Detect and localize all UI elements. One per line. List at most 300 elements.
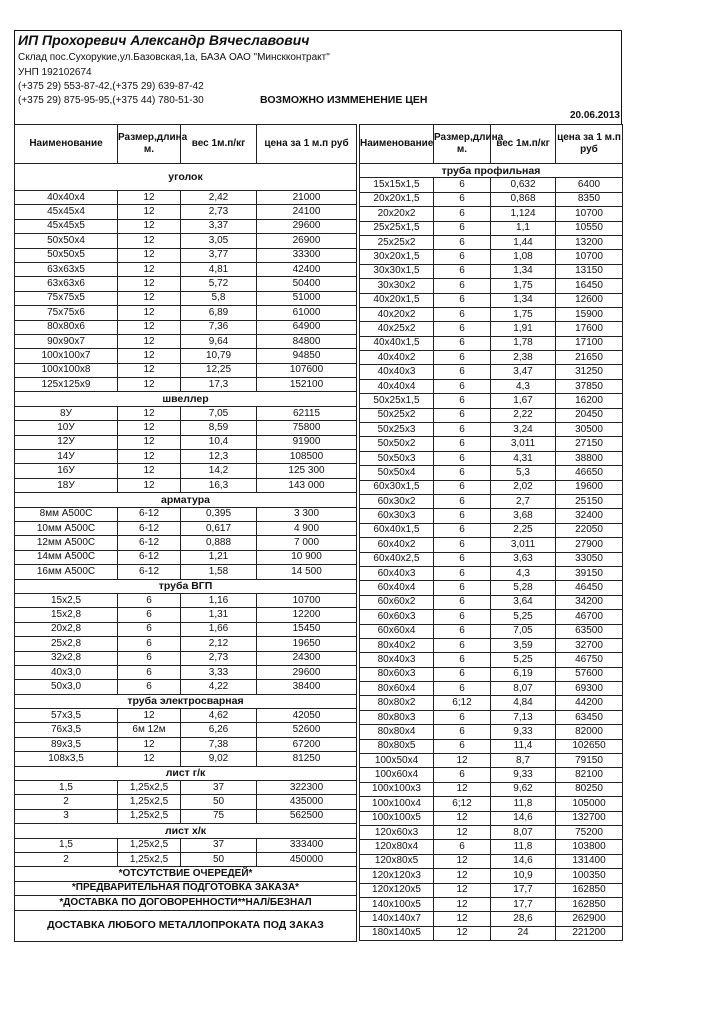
price-cell: 435000	[257, 795, 357, 809]
name-cell: 120x120x3	[360, 869, 434, 883]
table-row	[360, 782, 623, 796]
name-cell: 57x3,5	[15, 709, 118, 723]
weight-cell: 11,8	[491, 840, 556, 854]
length-cell: 6	[434, 552, 491, 566]
weight-cell: 9,64	[181, 334, 257, 348]
column-header: Размер,длина м.	[118, 125, 181, 164]
length-cell: 12	[118, 334, 181, 348]
table-row	[15, 277, 357, 291]
price-cell: 19600	[556, 480, 623, 494]
price-cell: 32700	[556, 638, 623, 652]
length-cell: 6	[434, 307, 491, 321]
name-cell: 50x50x5	[15, 248, 118, 262]
length-cell: 12	[118, 306, 181, 320]
weight-cell: 28,6	[491, 912, 556, 926]
length-cell: 6	[434, 250, 491, 264]
weight-cell: 7,36	[181, 320, 257, 334]
table-row	[15, 752, 357, 766]
table-row	[15, 507, 357, 521]
name-cell: 50x25x1,5	[360, 394, 434, 408]
weight-cell: 12,25	[181, 363, 257, 377]
price-cell: 52600	[257, 723, 357, 737]
name-cell: 50x50x2	[360, 437, 434, 451]
name-cell: 100x100x5	[360, 811, 434, 825]
name-cell: 75x75x6	[15, 306, 118, 320]
weight-cell: 24	[491, 926, 556, 940]
name-cell: 32x2,8	[15, 651, 118, 665]
weight-cell: 1,67	[491, 394, 556, 408]
name-cell: 100x100x8	[15, 363, 118, 377]
weight-cell: 10,79	[181, 349, 257, 363]
weight-cell: 6,19	[491, 667, 556, 681]
length-cell: 6м 12м	[118, 723, 181, 737]
name-cell: 100x100x4	[360, 797, 434, 811]
table-row	[360, 509, 623, 523]
length-cell: 6-12	[118, 507, 181, 521]
name-cell: 100x100x3	[360, 782, 434, 796]
length-cell: 6	[434, 768, 491, 782]
table-row	[360, 221, 623, 235]
price-cell: 450000	[257, 852, 357, 866]
weight-cell: 17,7	[491, 897, 556, 911]
table-row	[360, 494, 623, 508]
warehouse-address: Склад пос.Сухорукие,ул.Базовская,1а, БАЗА ОАО "Минскконтракт"	[18, 52, 330, 63]
length-cell: 12	[118, 363, 181, 377]
length-cell: 12	[118, 277, 181, 291]
table-row	[360, 351, 623, 365]
table-row	[360, 566, 623, 580]
length-cell: 12	[118, 291, 181, 305]
weight-cell: 3,24	[491, 423, 556, 437]
name-cell: 20x20x1,5	[360, 192, 434, 206]
price-cell: 31250	[556, 365, 623, 379]
table-row	[15, 450, 357, 464]
length-cell: 6-12	[118, 536, 181, 550]
price-cell: 46650	[556, 466, 623, 480]
table-row	[15, 521, 357, 535]
length-cell: 12	[118, 421, 181, 435]
name-cell: 60x30x1,5	[360, 480, 434, 494]
price-cell: 8350	[556, 192, 623, 206]
table-row	[360, 696, 623, 710]
table-row	[15, 723, 357, 737]
length-cell: 6	[434, 379, 491, 393]
length-cell: 6-12	[118, 550, 181, 564]
name-cell: 100x50x4	[360, 754, 434, 768]
price-cell: 57600	[556, 667, 623, 681]
weight-cell: 9,33	[491, 768, 556, 782]
price-cell: 17100	[556, 336, 623, 350]
length-cell: 6	[434, 192, 491, 206]
table-row	[15, 651, 357, 665]
table-header-row	[15, 125, 357, 164]
table-row	[360, 250, 623, 264]
length-cell: 12	[434, 825, 491, 839]
weight-cell: 1,66	[181, 622, 257, 636]
price-cell: 10 900	[257, 550, 357, 564]
weight-cell: 7,13	[491, 710, 556, 724]
table-row	[15, 421, 357, 435]
left-price-table	[14, 124, 357, 942]
weight-cell: 2,73	[181, 651, 257, 665]
table-row	[360, 307, 623, 321]
name-cell: 63x63x6	[15, 277, 118, 291]
weight-cell: 5,3	[491, 466, 556, 480]
weight-cell: 6,26	[181, 723, 257, 737]
name-cell: 2	[15, 852, 118, 866]
table-row	[360, 437, 623, 451]
price-cell: 24300	[257, 651, 357, 665]
name-cell: 120x80x5	[360, 854, 434, 868]
table-row	[360, 451, 623, 465]
price-cell: 22050	[556, 523, 623, 537]
name-cell: 40x20x1,5	[360, 293, 434, 307]
length-cell: 6	[434, 322, 491, 336]
weight-cell: 2,42	[181, 191, 257, 205]
length-cell: 6	[434, 451, 491, 465]
table-row	[15, 478, 357, 492]
name-cell: 80x60x4	[360, 682, 434, 696]
weight-cell: 0,632	[491, 178, 556, 192]
price-cell: 132700	[556, 811, 623, 825]
name-cell: 90x90x7	[15, 334, 118, 348]
price-change-notice: ВОЗМОЖНО ИЗММЕНЕНИЕ ЦЕН	[260, 94, 428, 106]
table-row	[360, 638, 623, 652]
table-row	[360, 825, 623, 839]
weight-cell: 9,62	[491, 782, 556, 796]
name-cell: 125x125x9	[15, 378, 118, 392]
table-row	[360, 322, 623, 336]
price-cell: 42050	[257, 709, 357, 723]
table-row	[15, 680, 357, 694]
name-cell: 14мм А500С	[15, 550, 118, 564]
price-cell: 26900	[257, 234, 357, 248]
price-cell: 262900	[556, 912, 623, 926]
length-cell: 6	[434, 494, 491, 508]
weight-cell: 0,617	[181, 521, 257, 535]
weight-cell: 5,72	[181, 277, 257, 291]
length-cell: 6	[434, 710, 491, 724]
name-cell: 140x140x7	[360, 912, 434, 926]
name-cell: 180x140x5	[360, 926, 434, 940]
table-row	[15, 622, 357, 636]
table-row	[360, 897, 623, 911]
name-cell: 80x80x6	[15, 320, 118, 334]
weight-cell: 14,2	[181, 464, 257, 478]
name-cell: 75x75x5	[15, 291, 118, 305]
weight-cell: 2,7	[491, 494, 556, 508]
weight-cell: 7,05	[491, 624, 556, 638]
name-cell: 60x40x2	[360, 538, 434, 552]
name-cell: 50x25x2	[360, 408, 434, 422]
table-row	[360, 811, 623, 825]
length-cell: 6	[434, 293, 491, 307]
table-row	[15, 781, 357, 795]
name-cell: 16мм А500С	[15, 565, 118, 579]
name-cell: 120x120x5	[360, 883, 434, 897]
length-cell: 1,25x2,5	[118, 809, 181, 823]
length-cell: 12	[434, 811, 491, 825]
section-title: труба электросварная	[15, 694, 357, 708]
note-row	[15, 896, 357, 910]
name-cell: 60x60x2	[360, 595, 434, 609]
length-cell: 6	[434, 408, 491, 422]
name-cell: 1,5	[15, 838, 118, 852]
name-cell: 45x45x4	[15, 205, 118, 219]
length-cell: 6	[118, 637, 181, 651]
price-cell: 21000	[257, 191, 357, 205]
name-cell: 50x50x3	[360, 451, 434, 465]
name-cell: 140x100x5	[360, 897, 434, 911]
table-row	[15, 378, 357, 392]
table-row	[360, 653, 623, 667]
column-header: Наименование	[15, 125, 118, 164]
length-cell: 6	[434, 595, 491, 609]
length-cell: 6	[118, 665, 181, 679]
name-cell: 3	[15, 809, 118, 823]
length-cell: 6	[434, 178, 491, 192]
length-cell: 6	[434, 667, 491, 681]
table-row	[360, 768, 623, 782]
weight-cell: 1,78	[491, 336, 556, 350]
table-row	[15, 191, 357, 205]
name-cell: 100x100x7	[15, 349, 118, 363]
weight-cell: 4,62	[181, 709, 257, 723]
price-cell: 91900	[257, 435, 357, 449]
table-row	[360, 279, 623, 293]
name-cell: 40x40x4	[360, 379, 434, 393]
price-cell: 221200	[556, 926, 623, 940]
section-row	[15, 579, 357, 593]
table-row	[15, 349, 357, 363]
name-cell: 60x60x3	[360, 610, 434, 624]
phones-line-2: (+375 29) 875-95-95,(+375 44) 780-51-30	[18, 95, 204, 106]
table-row	[360, 624, 623, 638]
name-cell: 80x80x4	[360, 725, 434, 739]
weight-cell: 50	[181, 795, 257, 809]
weight-cell: 37	[181, 781, 257, 795]
price-cell: 94850	[257, 349, 357, 363]
table-row	[15, 795, 357, 809]
table-row	[360, 523, 623, 537]
price-cell: 322300	[257, 781, 357, 795]
table-row	[360, 710, 623, 724]
price-cell: 44200	[556, 696, 623, 710]
name-cell: 30x30x1,5	[360, 264, 434, 278]
price-cell: 4 900	[257, 521, 357, 535]
name-cell: 60x40x4	[360, 581, 434, 595]
length-cell: 12	[118, 262, 181, 276]
table-row	[360, 854, 623, 868]
length-cell: 12	[118, 435, 181, 449]
weight-cell: 8,59	[181, 421, 257, 435]
section-title: труба профильная	[360, 164, 623, 178]
price-cell: 27150	[556, 437, 623, 451]
table-row	[15, 291, 357, 305]
length-cell: 6	[118, 622, 181, 636]
length-cell: 6-12	[118, 521, 181, 535]
table-row	[360, 610, 623, 624]
price-cell: 82000	[556, 725, 623, 739]
weight-cell: 1,08	[491, 250, 556, 264]
weight-cell: 11,4	[491, 739, 556, 753]
price-cell: 10700	[257, 593, 357, 607]
length-cell: 6	[434, 336, 491, 350]
price-cell: 10550	[556, 221, 623, 235]
section-row	[15, 694, 357, 708]
column-header: цена за 1 м.п руб	[257, 125, 357, 164]
name-cell: 12мм А500С	[15, 536, 118, 550]
price-cell: 152100	[257, 378, 357, 392]
price-cell: 33300	[257, 248, 357, 262]
price-cell: 63500	[556, 624, 623, 638]
weight-cell: 3,05	[181, 234, 257, 248]
table-row	[15, 306, 357, 320]
table-row	[15, 262, 357, 276]
length-cell: 6	[434, 394, 491, 408]
section-title: швеллер	[15, 392, 357, 406]
price-cell: 33050	[556, 552, 623, 566]
weight-cell: 9,02	[181, 752, 257, 766]
name-cell: 60x60x4	[360, 624, 434, 638]
table-row	[360, 840, 623, 854]
price-cell: 64900	[257, 320, 357, 334]
name-cell: 2	[15, 795, 118, 809]
weight-cell: 2,12	[181, 637, 257, 651]
price-cell: 32400	[556, 509, 623, 523]
length-cell: 6-12	[118, 565, 181, 579]
length-cell: 6	[434, 840, 491, 854]
column-header: вес 1м.п/кг	[491, 125, 556, 164]
name-cell: 50x50x4	[15, 234, 118, 248]
note-text: *ОТСУТСТВИЕ ОЧЕРЕДЕЙ*	[15, 867, 357, 881]
table-row	[360, 365, 623, 379]
note-row	[15, 910, 357, 941]
table-row	[15, 838, 357, 852]
name-cell: 40x40x1,5	[360, 336, 434, 350]
weight-cell: 4,3	[491, 566, 556, 580]
section-title: труба ВГП	[15, 579, 357, 593]
length-cell: 6	[434, 207, 491, 221]
table-row	[360, 408, 623, 422]
weight-cell: 11,8	[491, 797, 556, 811]
section-row	[15, 164, 357, 191]
name-cell: 80x80x5	[360, 739, 434, 753]
weight-cell: 17,7	[491, 883, 556, 897]
column-header: цена за 1 м.п руб	[556, 125, 623, 164]
weight-cell: 3,011	[491, 538, 556, 552]
weight-cell: 1,21	[181, 550, 257, 564]
price-cell: 30500	[556, 423, 623, 437]
price-cell: 37850	[556, 379, 623, 393]
name-cell: 60x40x1,5	[360, 523, 434, 537]
table-row	[15, 363, 357, 377]
name-cell: 25x25x2	[360, 235, 434, 249]
price-cell: 39150	[556, 566, 623, 580]
name-cell: 120x80x4	[360, 840, 434, 854]
table-row	[360, 739, 623, 753]
length-cell: 12	[118, 248, 181, 262]
length-cell: 12	[434, 897, 491, 911]
length-cell: 12	[118, 320, 181, 334]
name-cell: 76x3,5	[15, 723, 118, 737]
weight-cell: 4,84	[491, 696, 556, 710]
length-cell: 6	[434, 235, 491, 249]
length-cell: 6	[118, 680, 181, 694]
section-row	[15, 766, 357, 780]
price-cell: 15450	[257, 622, 357, 636]
table-row	[15, 565, 357, 579]
price-cell: 19650	[257, 637, 357, 651]
section-title: уголок	[15, 164, 357, 191]
price-cell: 46450	[556, 581, 623, 595]
table-row	[360, 480, 623, 494]
length-cell: 12	[118, 349, 181, 363]
weight-cell: 12,3	[181, 450, 257, 464]
weight-cell: 0,868	[491, 192, 556, 206]
weight-cell: 2,22	[491, 408, 556, 422]
name-cell: 25x25x1,5	[360, 221, 434, 235]
name-cell: 60x40x3	[360, 566, 434, 580]
name-cell: 80x40x2	[360, 638, 434, 652]
section-row	[15, 824, 357, 838]
weight-cell: 1,124	[491, 207, 556, 221]
weight-cell: 3,59	[491, 638, 556, 652]
length-cell: 6	[434, 566, 491, 580]
table-row	[360, 207, 623, 221]
price-cell: 102650	[556, 739, 623, 753]
length-cell: 12	[118, 191, 181, 205]
section-title: арматура	[15, 493, 357, 507]
price-cell: 63450	[556, 710, 623, 724]
length-cell: 12	[434, 926, 491, 940]
section-title: лист г/к	[15, 766, 357, 780]
weight-cell: 2,25	[491, 523, 556, 537]
table-row	[360, 754, 623, 768]
name-cell: 120x60x3	[360, 825, 434, 839]
table-row	[15, 608, 357, 622]
length-cell: 12	[434, 869, 491, 883]
weight-cell: 2,38	[491, 351, 556, 365]
table-row	[15, 435, 357, 449]
price-cell: 81250	[257, 752, 357, 766]
length-cell: 6	[118, 608, 181, 622]
table-row	[15, 464, 357, 478]
length-cell: 12	[434, 782, 491, 796]
weight-cell: 10,4	[181, 435, 257, 449]
length-cell: 12	[434, 854, 491, 868]
table-row	[360, 264, 623, 278]
length-cell: 12	[118, 205, 181, 219]
price-cell: 46700	[556, 610, 623, 624]
length-cell: 6	[434, 423, 491, 437]
note-row	[15, 867, 357, 881]
table-row	[15, 637, 357, 651]
table-row	[360, 293, 623, 307]
price-cell: 51000	[257, 291, 357, 305]
name-cell: 108x3,5	[15, 752, 118, 766]
length-cell: 6	[434, 466, 491, 480]
table-row	[15, 536, 357, 550]
table-row	[360, 379, 623, 393]
name-cell: 30x30x2	[360, 279, 434, 293]
name-cell: 80x80x2	[360, 696, 434, 710]
price-cell: 100350	[556, 869, 623, 883]
length-cell: 6	[118, 593, 181, 607]
weight-cell: 10,9	[491, 869, 556, 883]
price-cell: 125 300	[257, 464, 357, 478]
length-cell: 12	[434, 754, 491, 768]
